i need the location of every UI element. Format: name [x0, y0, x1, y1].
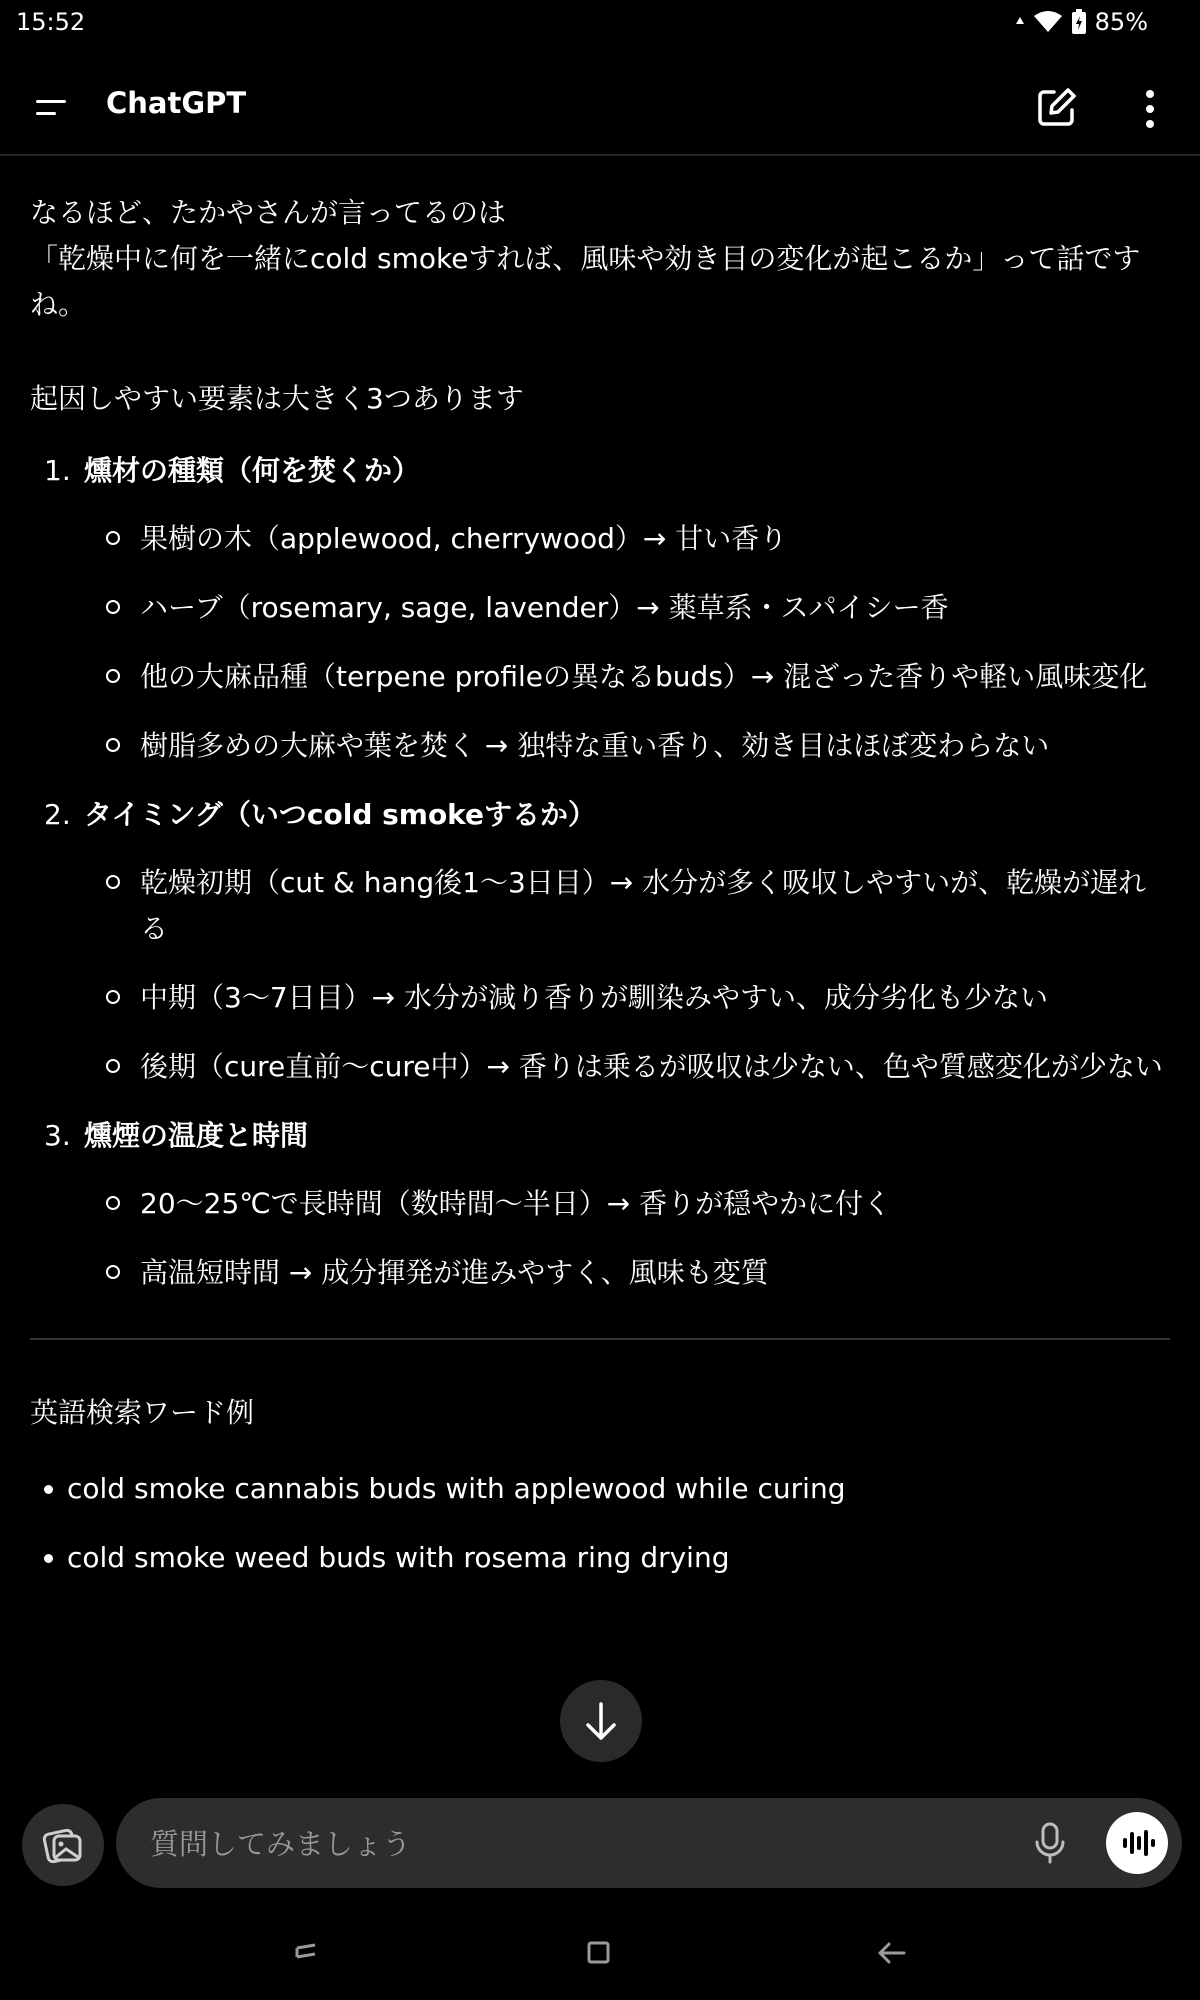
wifi-icon: [1033, 10, 1063, 34]
factor-title: タイミング（いつcold smokeするか）: [84, 798, 597, 831]
image-gallery-icon: [22, 1804, 104, 1886]
menu-icon: [28, 86, 78, 130]
back-button[interactable]: [867, 1928, 917, 1978]
message-intro: なるほど、たかやさんが言ってるのは 「乾燥中に何を一緒にcold smokeすれば、風味や効き目の変化が起こるか」って話ですね。: [30, 196, 1141, 321]
status-bar: [0, 0, 1200, 44]
factor-title: 燻材の種類（何を焚くか）: [84, 454, 421, 487]
voice-mode-button[interactable]: [1106, 1812, 1168, 1874]
sublist-item: 後期（cure直前〜cure中）→ 香りは乗るが吸収は少ない、色や質感変化が少ない: [84, 1044, 1170, 1090]
mic-button[interactable]: [1026, 1818, 1074, 1868]
edit-icon: [1032, 82, 1082, 132]
factors-intro: 起因しやすい要素は大きく3つあります: [30, 382, 524, 415]
factor-sublist: [84, 516, 1170, 769]
sublist-item: 果樹の木（applewood, cherrywood）→ 甘い香り: [84, 516, 1170, 562]
arrow-down-icon: [560, 1680, 642, 1762]
home-square-icon: [574, 1928, 624, 1978]
status-icons: [1015, 8, 1148, 36]
app-bar: [0, 56, 1200, 156]
sublist-item: 乾燥初期（cut & hang後1〜3日目）→ 水分が多く吸収しやすいが、乾燥が遅れる: [84, 860, 1170, 952]
home-button[interactable]: [574, 1928, 624, 1978]
message-input[interactable]: [116, 1798, 1182, 1888]
data-arrow-icon: [1015, 15, 1025, 29]
more-vertical-icon: [1130, 84, 1170, 134]
scroll-to-bottom-button[interactable]: [560, 1680, 642, 1762]
voice-waveform-icon: [1106, 1812, 1168, 1874]
factor-number: 2.: [44, 798, 71, 831]
input-placeholder: 質問してみましょう: [150, 1827, 412, 1861]
battery-icon: [1071, 9, 1087, 35]
menu-button[interactable]: [28, 86, 78, 130]
sublist-item: 高温短時間 → 成分揮発が進みやすく、風味も変質: [84, 1250, 1170, 1296]
search-term: cold smoke weed buds with rosema ring drying: [30, 1535, 1170, 1581]
assistant-message: [30, 190, 1170, 1604]
more-options-button[interactable]: [1130, 84, 1170, 134]
recents-icon: [281, 1928, 331, 1978]
status-time: 15:52: [16, 8, 86, 36]
search-heading: 英語検索ワード例: [30, 1396, 255, 1429]
factor-sublist: [84, 860, 1170, 1090]
factors-list: [30, 448, 1170, 1296]
factor-sublist: [84, 1181, 1170, 1296]
factor-title: 燻煙の温度と時間: [84, 1119, 309, 1152]
attach-image-button[interactable]: [22, 1804, 104, 1886]
factor-number: 3.: [44, 1119, 71, 1152]
divider: [30, 1338, 1170, 1340]
factor-item: [30, 792, 1170, 1090]
sublist-item: 20〜25℃で長時間（数時間〜半日）→ 香りが穏やかに付く: [84, 1181, 1170, 1227]
factor-number: 1.: [44, 454, 71, 487]
app-title: ChatGPT: [106, 86, 247, 120]
factor-item: [30, 448, 1170, 769]
search-terms-list: [30, 1466, 1170, 1581]
recents-button[interactable]: [281, 1928, 331, 1978]
sublist-item: 樹脂多めの大麻や葉を焚く → 独特な重い香り、効き目はほぼ変わらない: [84, 723, 1170, 769]
sublist-item: ハーブ（rosemary, sage, lavender）→ 薬草系・スパイシー香: [84, 585, 1170, 631]
search-term: cold smoke cannabis buds with applewood while curing: [30, 1466, 1170, 1512]
sublist-item: 他の大麻品種（terpene profileの異なるbuds）→ 混ざった香りや軽い風味変化: [84, 654, 1170, 700]
sublist-item: 中期（3〜7日目）→ 水分が減り香りが馴染みやすい、成分劣化も少ない: [84, 975, 1170, 1021]
battery-percent: 85%: [1094, 8, 1148, 36]
factor-item: [30, 1113, 1170, 1296]
system-nav-bar: [0, 1900, 1200, 2000]
composer-bar: [0, 1780, 1200, 1900]
microphone-icon: [1026, 1818, 1074, 1868]
back-arrow-icon: [867, 1928, 917, 1978]
new-chat-button[interactable]: [1032, 82, 1082, 132]
